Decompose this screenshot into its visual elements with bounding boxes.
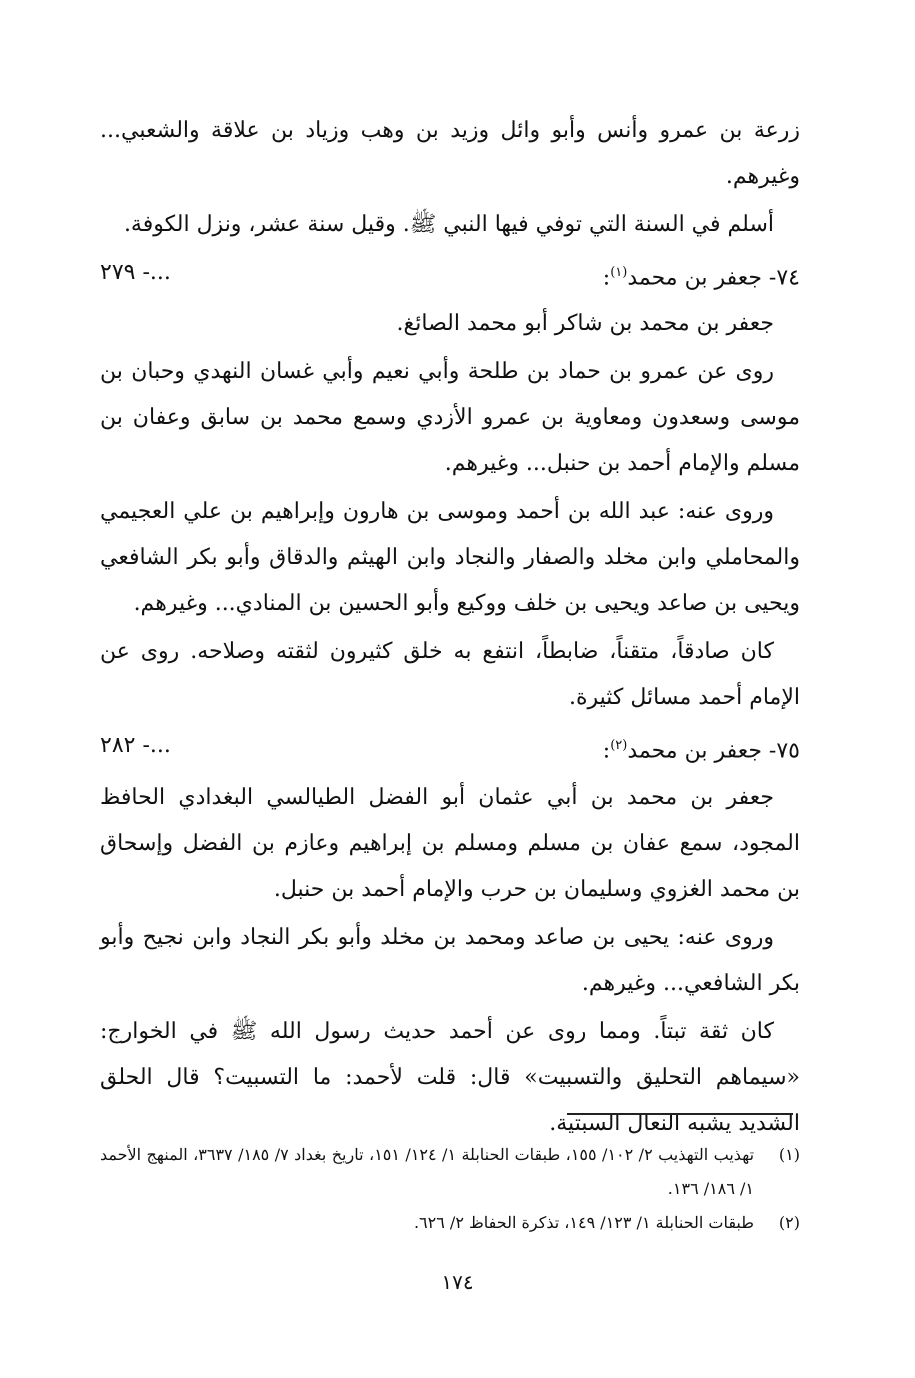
entry-75-dates: ...- ٢٨٢ xyxy=(100,733,171,759)
footnote-1-text: تهذيب التهذيب ٢/ ١٠٢/ ١٥٥، طبقات الحنابلة ١/ ١٢٤/ ١٥١، تاريخ بغداد ٧/ ١٨٥/ ٣٦٣٧، المنهج الأحمد ١/ ١٨٦/ ١٣٦. xyxy=(100,1145,755,1198)
page-number: ١٧٤ xyxy=(441,1270,474,1294)
footnote-divider xyxy=(567,1113,793,1115)
entry-75-narrated-by: وروى عنه: يحيى بن صاعد ومحمد بن مخلد وأبو بكر النجاد وابن نجيح وأبو بكر الشافعي... وغيرهم. xyxy=(100,924,800,996)
entry-75-colon: : xyxy=(602,738,611,764)
footnote-ref-2: (٢) xyxy=(610,738,628,754)
footnotes xyxy=(100,1138,800,1240)
entry-74-heading xyxy=(100,250,800,301)
paragraph-continuation: زرعة بن عمرو وأنس وأبو وائل وزيد بن وهب وزياد بن علاقة والشعبي... وغيرهم. xyxy=(100,118,800,189)
entry-75-title: ٧٥- جعفر بن محمد xyxy=(627,738,800,764)
entry-75-assessment: كان ثقة تبتاً. ومما روى عن أحمد حديث رسول الله ﷺ في الخوارج: «سيماهم التحليق والتسبيت» قال: قلت لأحمد: ما التسبيت؟ قال الحلق الشديد يشبه النعال السبتية. xyxy=(100,1018,800,1136)
entry-75-title-wrap xyxy=(603,723,800,774)
entry-74-assessment: كان صادقاً، متقناً، ضابطاً، انتفع به خلق كثيرون لثقته وصلاحه. روى عن الإمام أحمد مسائل كثيرة. xyxy=(100,639,800,711)
footnote-ref-1: (١) xyxy=(610,265,628,280)
footnote-1-number: (١) xyxy=(778,1145,800,1164)
footnote-2 xyxy=(100,1206,800,1240)
entry-74-dates: ...- ٢٧٩ xyxy=(100,260,171,285)
entry-74-title-wrap xyxy=(603,250,800,301)
paragraph-islam: أسلم في السنة التي توفي فيها النبي ﷺ. وقيل سنة عشر، ونزل الكوفة. xyxy=(123,212,774,237)
footnote-2-text: طبقات الحنابلة ١/ ١٢٣/ ١٤٩، تذكرة الحفاظ ٢/ ٦٢٦. xyxy=(413,1213,754,1232)
entry-75-heading xyxy=(100,723,800,774)
footnote-2-number: (٢) xyxy=(778,1213,800,1232)
entry-74-narrated-by: وروى عنه: عبد الله بن أحمد وموسى بن هارون وإبراهيم بن علي العجيمي والمحاملي وابن مخلد والصفار والنجاد وابن الهيثم والدقاق وأبو بكر الشافعي ويحيى بن صاعد ويحيى بن خلف ووكيع وأبو الحسين بن المنادي... وغيرهم. xyxy=(100,499,800,617)
entry-75-name: جعفر بن محمد بن أبي عثمان أبو الفضل الطيالسي البغدادي الحافظ المجود، سمع عفان بن مسلم ومسلم بن إبراهيم وعازم بن الفضل وإسحاق بن محمد الغزوي وسليمان بن حرب والإمام أحمد بن حنبل. xyxy=(100,784,800,902)
entry-74-title: ٧٤- جعفر بن محمد xyxy=(627,265,800,291)
entry-74-narrated-from: روى عن عمرو بن حماد بن طلحة وأبي نعيم وأبي غسان النهدي وحبان بن موسى وسعدون ومعاوية بن عمرو الأزدي وسمع محمد بن سابق وعفان بن مسلم والإمام أحمد بن حنبل... وغيرهم. xyxy=(100,359,800,477)
entry-74-colon: : xyxy=(602,265,611,291)
entry-74-name: جعفر بن محمد بن شاكر أبو محمد الصائغ. xyxy=(396,311,774,337)
page-body xyxy=(100,108,800,1149)
footnote-1 xyxy=(100,1138,800,1206)
